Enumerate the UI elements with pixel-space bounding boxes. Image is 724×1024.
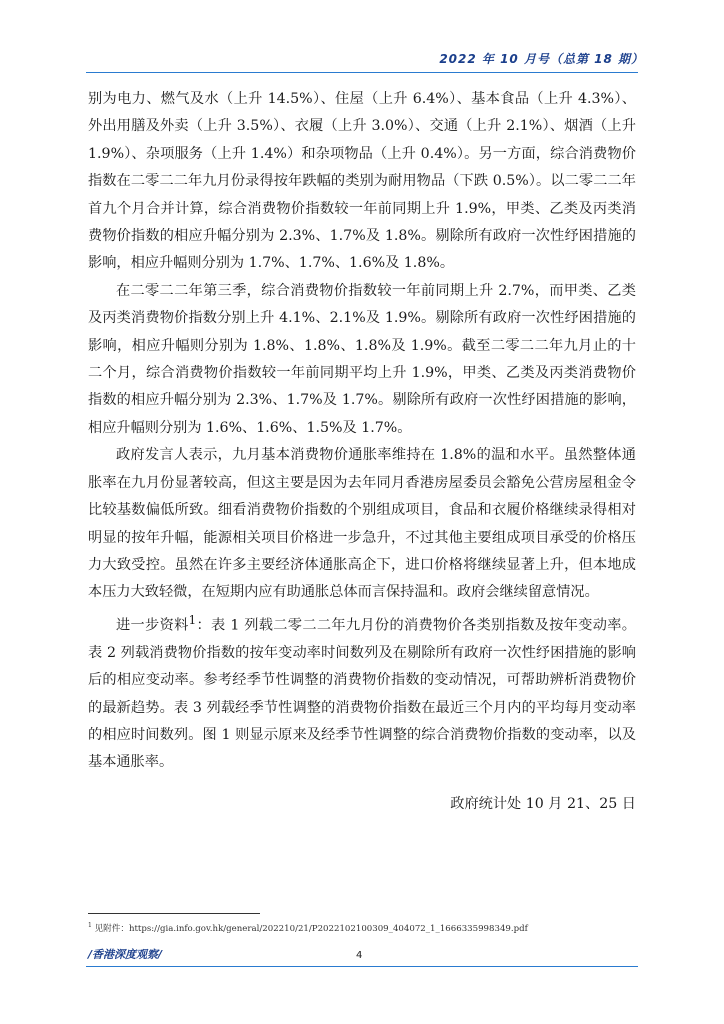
article-body <box>88 86 636 777</box>
footer-brand: /香港深度观察/ <box>88 948 163 961</box>
footnote-marker: 1 <box>88 922 92 930</box>
signature: 政府统计处 10 月 21、25 日 <box>450 796 636 812</box>
page-number: 4 <box>356 950 363 961</box>
paragraph-spokesman: 政府发言人表示，九月基本消费物价通胀率维持在 1.8%的温和水平。虽然整体通胀率在九月份显著较高，但这主要是因为去年同月香港房屋委员会豁免公营房屋租金令比较基数偏低所致。细看消费物价指数的个别组成项目，食品和衣履价格继续录得相对明显的按年升幅，能源相关项目价格进一步急升，不过其他主要组成项目承受的价格压力大致受控。虽然在许多主要经济体通胀高企下，进口价格将继续显著上升，但本地成本压力大致轻微，在短期内应有助通胀总体而言保持温和。政府会继续留意情况。 <box>88 447 636 601</box>
header-divider <box>86 72 638 73</box>
footnote-reference[interactable]: 1 <box>188 612 197 627</box>
further-info-lead: 进一步资料 <box>116 617 189 634</box>
issue-header: 2022 年 10 月号（总第 18 期） <box>439 52 644 66</box>
footnote-link[interactable]: 见附件：https://gia.info.gov.hk/general/202210/21/P2022102100309_404072_1_1666335998349.pdf <box>94 924 528 934</box>
paragraph-continuation: 别为电力、燃气及水（上升 14.5%）、住屋（上升 6.4%）、基本食品（上升 4.3%）、外出用膳及外卖（上升 3.5%）、衣履（上升 3.0%）、交通（上升 2.1%）、烟酒（上升 1.9%）、杂项服务（上升 1.4%）和杂项物品（上升 0.4%）。另一方面，综合消费物价指数在二零二二年九月份录得按年跌幅的类别为耐用物品（下跌 0.5%）。以二零二二年首九个月合并计算，综合消费物价指数较一年前同期上升 1.9%，甲类、乙类及丙类消费物价指数的相应升幅分别为 2.3%、1.7%及 1.8%。剔除所有政府一次性纾困措施的影响，相应升幅则分别为 1.7%、1.7%、1.6%及 1.8%。 <box>88 91 636 272</box>
paragraph-further-info <box>88 607 636 777</box>
paragraph-q3-summary: 在二零二二年第三季，综合消费物价指数较一年前同期上升 2.7%，而甲类、乙类及丙类消费物价指数分别上升 4.1%、2.1%及 1.9%。剔除所有政府一次性纾困措施的影响，相应升幅则分别为 1.8%、1.8%、1.8%及 1.9%。截至二零二二年九月止的十二个月，综合消费物价指数较一年前同期平均上升 1.9%，甲类、乙类及丙类消费物价指数的相应升幅分别为 2.3%、1.7%及 1.7%。剔除所有政府一次性纾困措施的影响，相应升幅则分别为 1.6%、1.6%、1.5%及 1.7%。 <box>88 282 636 436</box>
footnote <box>88 922 528 934</box>
further-info-text: ：表 1 列载二零二二年九月份的消费物价各类别指数及按年变动率。表 2 列载消费物价指数的按年变动率时间数列及在剔除所有政府一次性纾困措施的影响后的相应变动率。参考经季节性调整的消费物价指数的变动情况，可帮助辨析消费物价的最新趋势。表 3 列载经季节性调整的消费物价指数在最近三个月内的平均每月变动率的相应时间数列。图 1 则显示原来及经季节性调整的综合消费物价指数的变动率，以及基本通胀率。 <box>88 617 636 771</box>
footer-divider <box>86 966 638 967</box>
footnote-divider <box>88 913 260 914</box>
